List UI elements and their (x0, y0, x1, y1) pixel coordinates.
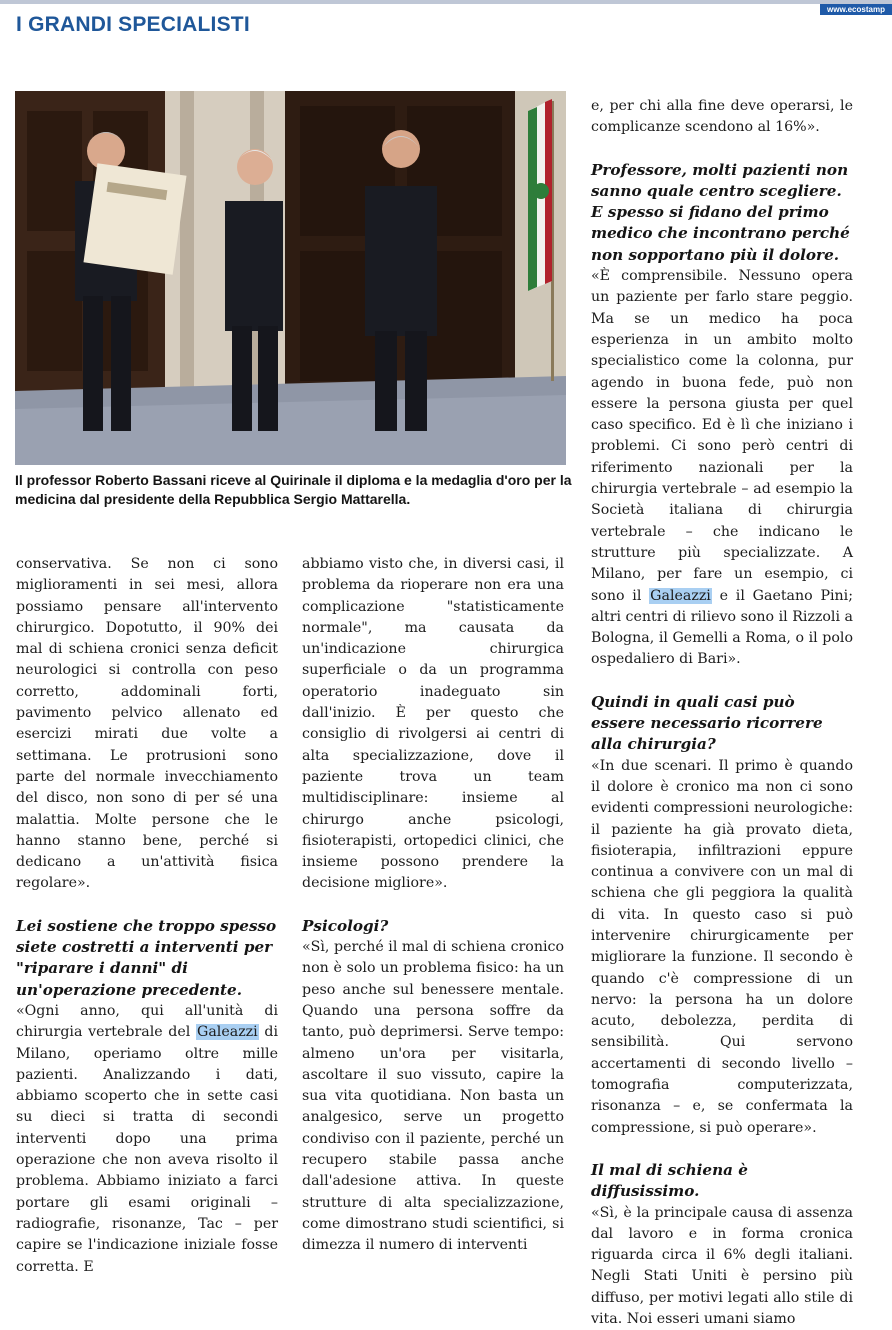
text-run: e il Gaetano Pini; altri centri di rilievo sono il Rizzoli a Bologna, il Gemelli a Roma, o il polo ospedaliero di Bari». (591, 587, 853, 668)
paragraph: «In due scenari. Il primo è quando il dolore è cronico ma non ci sono evidenti compressioni neurologiche: il paziente ha già provato dieta, fisioterapia, infiltrazioni eppure continua a convivere con un mal di schiena che gli peggiora la qualità di vita. In questo caso si può intervenire chirurgicamente per migliorare la funzione. Il secondo è quando c'è compressione di un nervo: la persona ha un dolore acuto, debolezza, perdita di sensibilità. Qui servono accertamenti di secondo livello – tomografia computerizzata, risonanza – e, se confermata la compressione, si può operare». (591, 757, 853, 1136)
paragraph: «Sì, perché il mal di schiena cronico non è solo un problema fisico: ha un peso anche sul benessere mentale. Quando una persona soffre da tanto, può deprimersi. Serve tempo: almeno un'ora per visitarla, ascoltare il suo vissuto, capire la sua vita quotidiana. Non basta un analgesico, serve un progetto condiviso con il paziente, perché un recupero stabile passa anche dall'adesione attiva. In queste strutture di alta specializzazione, come dimostrano studi scientifici, si dimezza il numero di interventi (302, 939, 564, 1254)
paragraph (591, 266, 853, 671)
interview-question: Quindi in quali casi può essere necessario ricorrere alla chirurgia? (591, 692, 823, 754)
ceremony-photo (15, 91, 566, 465)
highlighted-term: Galeazzi (650, 587, 711, 604)
photo-caption: Il professor Roberto Bassani riceve al Quirinale il diploma e la medaglia d'oro per la medicina dal presidente della Repubblica Sergio Mattarella. (15, 472, 572, 507)
paragraph: «Sì, è la principale causa di assenza dal lavoro e in forma cronica riguarda circa il 6% degli italiani. Negli Stati Uniti è persino più diffuso, per motivi legati allo stile di vita. Noi esseri umani siamo (591, 1204, 853, 1328)
text-run: «Ogni anno, qui all'unità di chirurgia vertebrale del (16, 1002, 278, 1041)
interview-question: Professore, molti pazienti non sanno quale centro scegliere. E spesso si fidano del primo medico che incontrano perché non sopportano più il dolore. (591, 160, 850, 264)
source-tag: www.ecostamp (820, 4, 892, 15)
interview-question: Lei sostiene che troppo spesso siete costretti a interventi per "riparare i danni" di un'operazione precedente. (16, 916, 277, 999)
section-title: I GRANDI SPECIALISTI (16, 13, 250, 36)
top-rule (0, 0, 892, 4)
text-column-3 (591, 96, 853, 1330)
paragraph: abbiamo visto che, in diversi casi, il problema da rioperare non era una complicazione "statisticamente normale", ma causata da un'indicazione chirurgica superficiale o da un programma operatorio inadeguato sin dall'inizio. È per questo che consiglio di rivolgersi ai centri di alta specializzazione, dove il paziente trova un team multidisciplinare: insieme al chirurgo anche psicologi, fisioterapisti, ortopedici clinici, che insieme possono prendere la decisione migliore». (302, 556, 564, 892)
paragraph: e, per chi alla fine deve operarsi, le complicanze scendono al 16%». (591, 98, 853, 136)
paragraph: conservativa. Se non ci sono miglioramenti in sei mesi, allora possiamo pensare all'intervento chirurgico. Dopotutto, il 90% dei mal di schiena cronici senza deficit neurologici si controlla con peso corretto, addominali forti, pavimento pelvico allenato ed esercizi mirati due volte a settimana. Le protrusioni sono parte del normale invecchiamento del disco, non sono di per sé una malattia. Molte persone che le hanno stanno bene, perché si dedicano a un'attività fisica regolare». (16, 556, 278, 892)
interview-question: Psicologi? (302, 916, 389, 935)
highlighted-term: Galeazzi (197, 1024, 258, 1041)
text-column-1 (16, 554, 278, 1278)
paragraph (16, 1001, 278, 1278)
text-run: «È comprensibile. Nessuno opera un paziente per farlo stare peggio. Ma se un medico ha poca esperienza in un ambito molto specialistico come la colonna, pur agendo in buona fede, può non essere la persona giusta per quel caso specifico. Ed è lì che iniziano i problemi. Ci sono però centri di riferimento nazionali per la chirurgia vertebrale – ad esempio la Società italiana di chirurgia vertebrale – che indicano le strutture più specializzate. A Milano, per fare un esempio, ci sono il (591, 268, 853, 604)
text-column-2 (302, 554, 564, 1257)
ceremony-photo-illustration (15, 91, 566, 465)
interview-question: Il mal di schiena è diffusissimo. (591, 1160, 748, 1201)
text-run: di Milano, operiamo oltre mille pazienti. Analizzando i dati, abbiamo scoperto che in sette casi su dieci si tratta di secondi interventi dopo una prima operazione che non aveva risolto il problema. Abbiamo iniziato a farci portare gli esami originali – radiografie, risonanze, Tac – per capire se l'indicazione iniziale fosse corretta. E (16, 1024, 278, 1275)
